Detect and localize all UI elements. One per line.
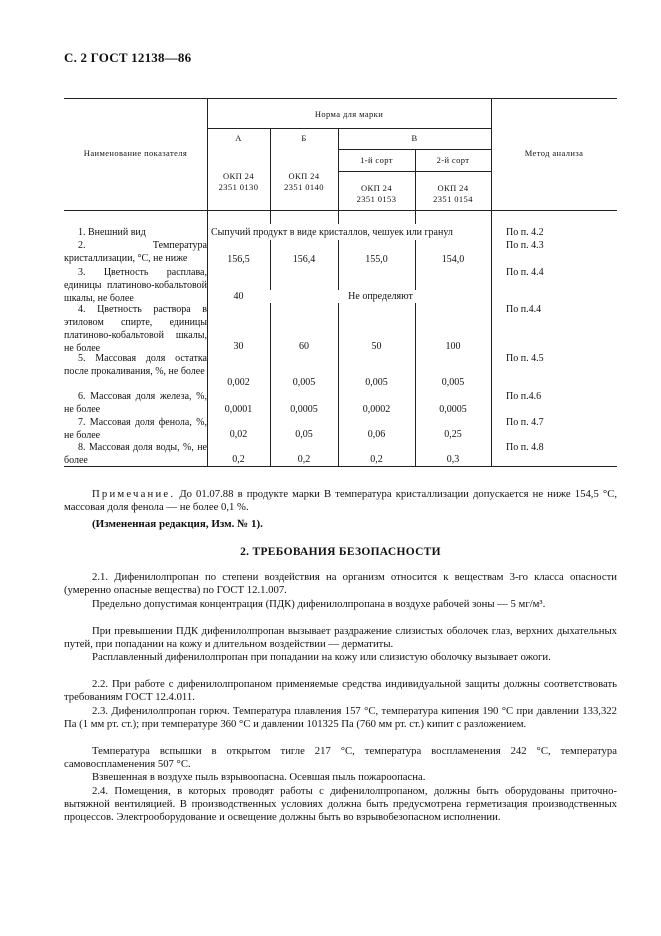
paragraph-flash-point: Температура вспышки в открытом тигле 217 °С, температура воспламенения 242 °С, температура самовоспламенения 507 °С.	[64, 745, 617, 771]
okp-code-b-line1: ОКП 24	[288, 171, 320, 181]
okp-code-v2-line1: ОКП 24	[437, 183, 469, 193]
section-title: 2. ТРЕБОВАНИЯ БЕЗОПАСНОСТИ	[240, 546, 441, 558]
okp-code-v1-line2: 2351 0153	[356, 194, 397, 204]
row-7-method: По п. 4.7	[506, 417, 544, 428]
body-tick-v	[415, 210, 416, 224]
row-4-value-v1: 50	[371, 341, 382, 352]
okp-code-v1-line1: ОКП 24	[361, 183, 392, 193]
okp-code-a-line1: ОКП 24	[223, 171, 254, 181]
row-8-method: По п. 4.8	[506, 442, 544, 453]
okp-code-v2-line2: 2351 0154	[433, 194, 473, 204]
row-7-value-a: 0,02	[229, 429, 248, 440]
paragraph-pdk: Предельно допустимая концентрация (ПДК) дифенилолпропана в воздухе рабочей зоны — 5 мг/м³.	[92, 598, 546, 610]
paragraph-irritation: При превышении ПДК дифенилолпропан вызывает раздражение слизистых оболочек глаз, верхних дыхательных путей, при попадании на кожу и длительном воздействии — дерматиты.	[64, 625, 617, 651]
paragraph-2-4: 2.4. Помещения, в которых проводят работы с дифенилолпропаном, должны быть оборудованы приточно-вытяжной вентиляцией. В производственных условиях должна быть предусмотрена герметизация производственных процессов. Электрооборудование и освещение должны быть во взрывобезопасном исполнении.	[64, 785, 617, 824]
paragraph-2-2: 2.2. При работе с дифенилолпропаном применяемые средства индивидуальной защиты должны соответствовать требованиям ГОСТ 12.4.011.	[64, 678, 617, 704]
row-2-name: 2. Температура кристаллизации, °С, не ниже	[64, 240, 207, 264]
header-sort-1: 1-й сорт	[360, 155, 393, 165]
row-3-method: По п. 4.4	[506, 267, 544, 278]
table-head-bottom-rule	[64, 210, 617, 211]
row-2-value-v1: 155,0	[365, 254, 388, 265]
paragraph-dust: Взвешенная в воздухе пыль взрывоопасна. Осевшая пыль пожароопасна.	[92, 771, 426, 783]
body-tick-b	[338, 210, 339, 224]
header-norm: Норма для марки	[314, 109, 384, 119]
okp-code-a	[207, 171, 270, 193]
header-method: Метод анализа	[524, 148, 584, 158]
row-5-value-v1: 0,005	[365, 377, 388, 388]
note-text: До 01.07.88 в продукте марки В температура кристаллизации допускается не ниже 154,5 °С, массовая доля фенола — не более 0,1 %.	[64, 488, 617, 514]
row-7-name: 7. Массовая доля фенола, %, не более	[64, 417, 207, 441]
okp-code-b	[270, 171, 338, 193]
row-8-value-b: 0,2	[297, 454, 311, 465]
row-4-method: По п.4.4	[506, 304, 542, 315]
row-7-value-v1: 0,06	[367, 429, 386, 440]
row-4-name: 4. Цветность раствора в этиловом спирте, единицы платиново-кобальтовой шкалы, не более	[64, 304, 207, 354]
row-4-value-a: 30	[233, 341, 244, 352]
header-grade-v: В	[411, 133, 418, 143]
row-6-value-a: 0,0001	[224, 404, 253, 415]
paragraph-2-3: 2.3. Дифенилолпропан горюч. Температура плавления 157 °С, температура кипения 190 °С при давлении 133,322 Па (1 мм рт. ст.); при температуре 360 °С и давлении 101325 Па (760 мм рт. ст.) кипит с разложением.	[64, 705, 617, 731]
row-1-span-value: Сыпучий продукт в виде кристаллов, чешуек или гранул	[211, 227, 453, 238]
okp-code-v1	[338, 183, 415, 205]
row-4-value-v2: 100	[445, 341, 461, 352]
row-8-name: 8. Массовая доля воды, %, не более	[64, 442, 207, 466]
row-6-value-v1: 0,0002	[362, 404, 391, 415]
row-1-method: По п. 4.2	[506, 227, 544, 238]
row-5-method: По п. 4.5	[506, 353, 544, 364]
row-8-value-a: 0,2	[232, 454, 245, 465]
row-5-name: 5. Массовая доля остатка после прокаливания, %, не более	[64, 353, 207, 377]
row-2-method: По п. 4.3	[506, 240, 544, 251]
amendment-note: (Измененная редакция, Изм. № 1).	[92, 518, 263, 530]
okp-code-a-line2: 2351 0130	[218, 182, 259, 192]
row-8-value-v1: 0,2	[370, 454, 383, 465]
okp-code-b-line2: 2351 0140	[284, 182, 324, 192]
row-6-value-v2: 0,0005	[439, 404, 467, 415]
row-6-method: По п.4.6	[506, 391, 542, 402]
paragraph-burns: Расплавленный дифенилолпропан при попадании на кожу или слизистую оболочку вызывает ожоги.	[92, 651, 551, 663]
header-sort-2: 2-й сорт	[436, 155, 470, 165]
okp-code-v2	[415, 183, 491, 205]
body-tick-a	[270, 210, 271, 224]
row-5-value-b: 0,005	[292, 377, 316, 388]
row-7-value-v2: 0,25	[444, 429, 462, 440]
row-3-name: 3. Цветность расплава, единицы платиново-кобальтовой шкалы, не более	[64, 267, 207, 304]
row-6-name: 6. Массовая доля железа, %, не более	[64, 391, 207, 415]
row-2-value-v2: 154,0	[441, 254, 465, 265]
body-sep-method	[491, 210, 492, 466]
row-6-value-b: 0,0005	[290, 404, 318, 415]
header-grade-a: А	[235, 133, 242, 143]
row-3-value-a: 40	[233, 291, 244, 302]
row-2-value-a: 156,5	[227, 254, 250, 265]
row-2-value-b: 156,4	[292, 254, 316, 265]
paragraph-2-1: 2.1. Дифенилолпропан по степени воздействия на организм относится к веществам 3-го класса опасности (умеренно опасные вещества) по ГОСТ 12.1.007.	[64, 571, 617, 597]
table-note	[64, 488, 617, 514]
row-8-value-v2: 0,3	[446, 454, 460, 465]
row-3-span-value: Не определяют	[270, 290, 491, 303]
row-4-value-b: 60	[299, 341, 309, 352]
row-1-name: 1. Внешний вид	[78, 227, 146, 238]
norm-header-rule	[207, 128, 491, 129]
page-header: С. 2 ГОСТ 12138—86	[64, 50, 192, 65]
note-label: Примечание.	[92, 488, 176, 500]
row-5-value-a: 0,002	[227, 377, 250, 388]
header-indicator-name: Наименование показателя	[83, 148, 188, 158]
row-5-value-v2: 0,005	[441, 377, 465, 388]
table-top-rule	[64, 98, 617, 99]
header-grade-b: Б	[301, 133, 307, 143]
row-7-value-b: 0,05	[295, 429, 313, 440]
